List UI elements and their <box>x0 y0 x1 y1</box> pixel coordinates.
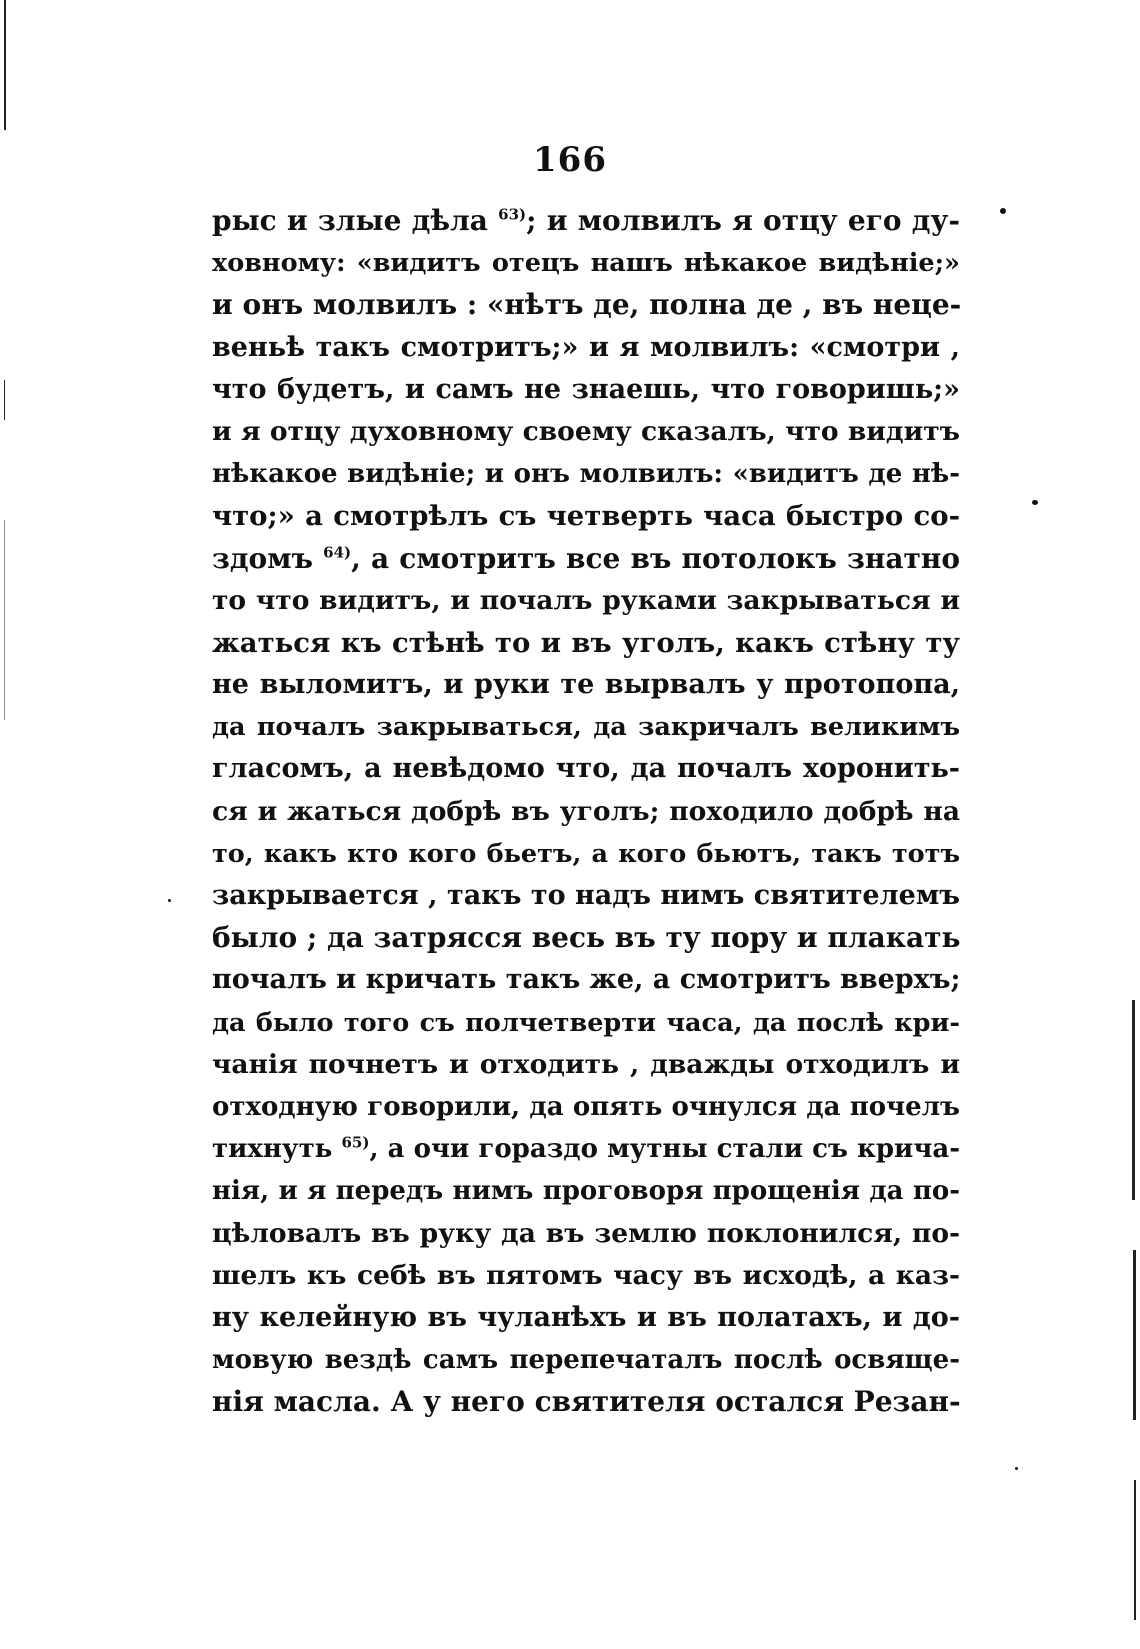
text-line <box>212 833 960 875</box>
line-text: то, какъ кто кого бьетъ, а кого бьютъ, такъ тотъ <box>212 838 960 869</box>
line-text: ховному: «видитъ отецъ нашъ нѣкакое видѣніе;» <box>212 248 960 279</box>
right-edge-mark <box>1132 1000 1135 1200</box>
line-text: что будетъ, и самъ не знаешь, что говоришь;» <box>212 373 960 405</box>
speck <box>1015 1467 1018 1470</box>
line-text: веньѣ такъ смотритъ;» и я молвилъ: «смотри , <box>212 331 960 363</box>
footnote-marker: 64) <box>323 543 352 562</box>
line-text: почалъ и кричать такъ же, а смотритъ вверхъ; <box>212 964 961 996</box>
line-text: цѣловалъ въ руку да въ землю поклонился, по- <box>212 1217 960 1249</box>
text-line <box>212 791 960 833</box>
text-line <box>212 622 960 664</box>
line-text: нія, и я передъ нимъ проговоря прощенія да по- <box>212 1176 960 1207</box>
text-line <box>212 495 960 537</box>
text-line <box>212 1213 960 1255</box>
text-line <box>212 1128 960 1170</box>
text-line <box>212 453 960 495</box>
line-text: то что видитъ, и почалъ руками закрываться и <box>212 584 960 616</box>
line-text: да почалъ закрываться, да закричалъ великимъ <box>212 712 960 743</box>
line-text-continued: ; и молвилъ я отцу его ду- <box>526 204 961 237</box>
text-line <box>212 1339 960 1381</box>
line-text: ся и жаться добрѣ въ уголъ; походило добрѣ на <box>212 795 960 827</box>
line-text: было ; да затрясся весь въ ту пору и плакать <box>212 921 961 955</box>
text-line <box>212 875 960 917</box>
line-text: что;» а смотрѣлъ съ четверть часа быстро со- <box>212 500 960 533</box>
footnote-marker: 63) <box>498 205 527 224</box>
text-line <box>212 538 960 580</box>
line-text: и я отцу духовному своему сказалъ, что видитъ <box>212 415 960 447</box>
line-text: тихнуть <box>212 1134 342 1165</box>
text-line <box>212 664 960 706</box>
text-line <box>212 1002 960 1044</box>
page-number: 166 <box>533 140 607 180</box>
left-edge-mark <box>4 380 5 420</box>
text-line <box>212 748 960 790</box>
line-text-continued: , а смотритъ все въ потолокъ знатно <box>351 541 960 575</box>
text-line <box>212 1044 960 1086</box>
speck <box>168 899 171 902</box>
line-text: нѣкакое видѣніе; и онъ молвилъ: «видитъ де нѣ- <box>212 459 960 490</box>
text-line <box>212 369 960 411</box>
speck <box>1032 500 1038 505</box>
left-edge-mark <box>4 0 6 130</box>
line-text: закрывается , такъ то надъ нимъ святителемъ <box>212 880 960 911</box>
line-text: жаться къ стѣнѣ то и въ уголъ, какъ стѣну ту <box>212 626 960 659</box>
text-line <box>212 200 960 242</box>
line-text: ну келейную въ чуланѣхъ и въ полатахъ, и до- <box>212 1301 960 1333</box>
text-line <box>212 917 960 959</box>
right-edge-mark <box>1134 1480 1136 1620</box>
text-line <box>212 327 960 369</box>
text-line <box>212 1170 960 1212</box>
line-text: нія масла. А у него святителя остался Резан- <box>212 1385 961 1419</box>
right-edge-mark <box>1133 1250 1136 1420</box>
line-text: и онъ молвилъ : «нѣтъ де, полна де , въ неце- <box>212 288 962 322</box>
text-line <box>212 1255 960 1297</box>
line-text: шелъ къ себѣ въ пятомъ часу въ исходѣ, а каз- <box>212 1259 960 1291</box>
left-edge-mark <box>4 520 5 720</box>
line-text: мовую вездѣ самъ перепечаталъ послѣ освяще- <box>212 1345 960 1376</box>
line-text: да было того съ полчетверти часа, да послѣ кри- <box>212 1007 960 1038</box>
speck <box>1000 208 1006 214</box>
text-line <box>212 706 960 748</box>
line-text: не выломитъ, и руки те вырвалъ у протопопа, <box>212 669 960 701</box>
footnote-marker: 65) <box>341 1133 370 1152</box>
text-line <box>212 1086 960 1128</box>
line-text: отходную говорили, да опять очнулся да почелъ <box>212 1091 960 1122</box>
text-line <box>212 411 960 453</box>
text-line <box>212 1297 960 1339</box>
text-line <box>212 1381 960 1423</box>
line-text: рыс и злые дѣла <box>212 204 499 237</box>
body-text <box>212 200 960 1423</box>
line-text-continued: , а очи гораздо мутны стали съ крича- <box>369 1134 960 1165</box>
text-line <box>212 580 960 622</box>
line-text: гласомъ, а невѣдомо что, да почалъ хоронить- <box>212 753 960 785</box>
text-line <box>212 242 960 284</box>
text-line <box>212 284 960 326</box>
text-line <box>212 959 960 1001</box>
line-text: чанія почнетъ и отходить , дважды отходилъ и <box>212 1048 960 1080</box>
line-text: здомъ <box>212 541 324 575</box>
